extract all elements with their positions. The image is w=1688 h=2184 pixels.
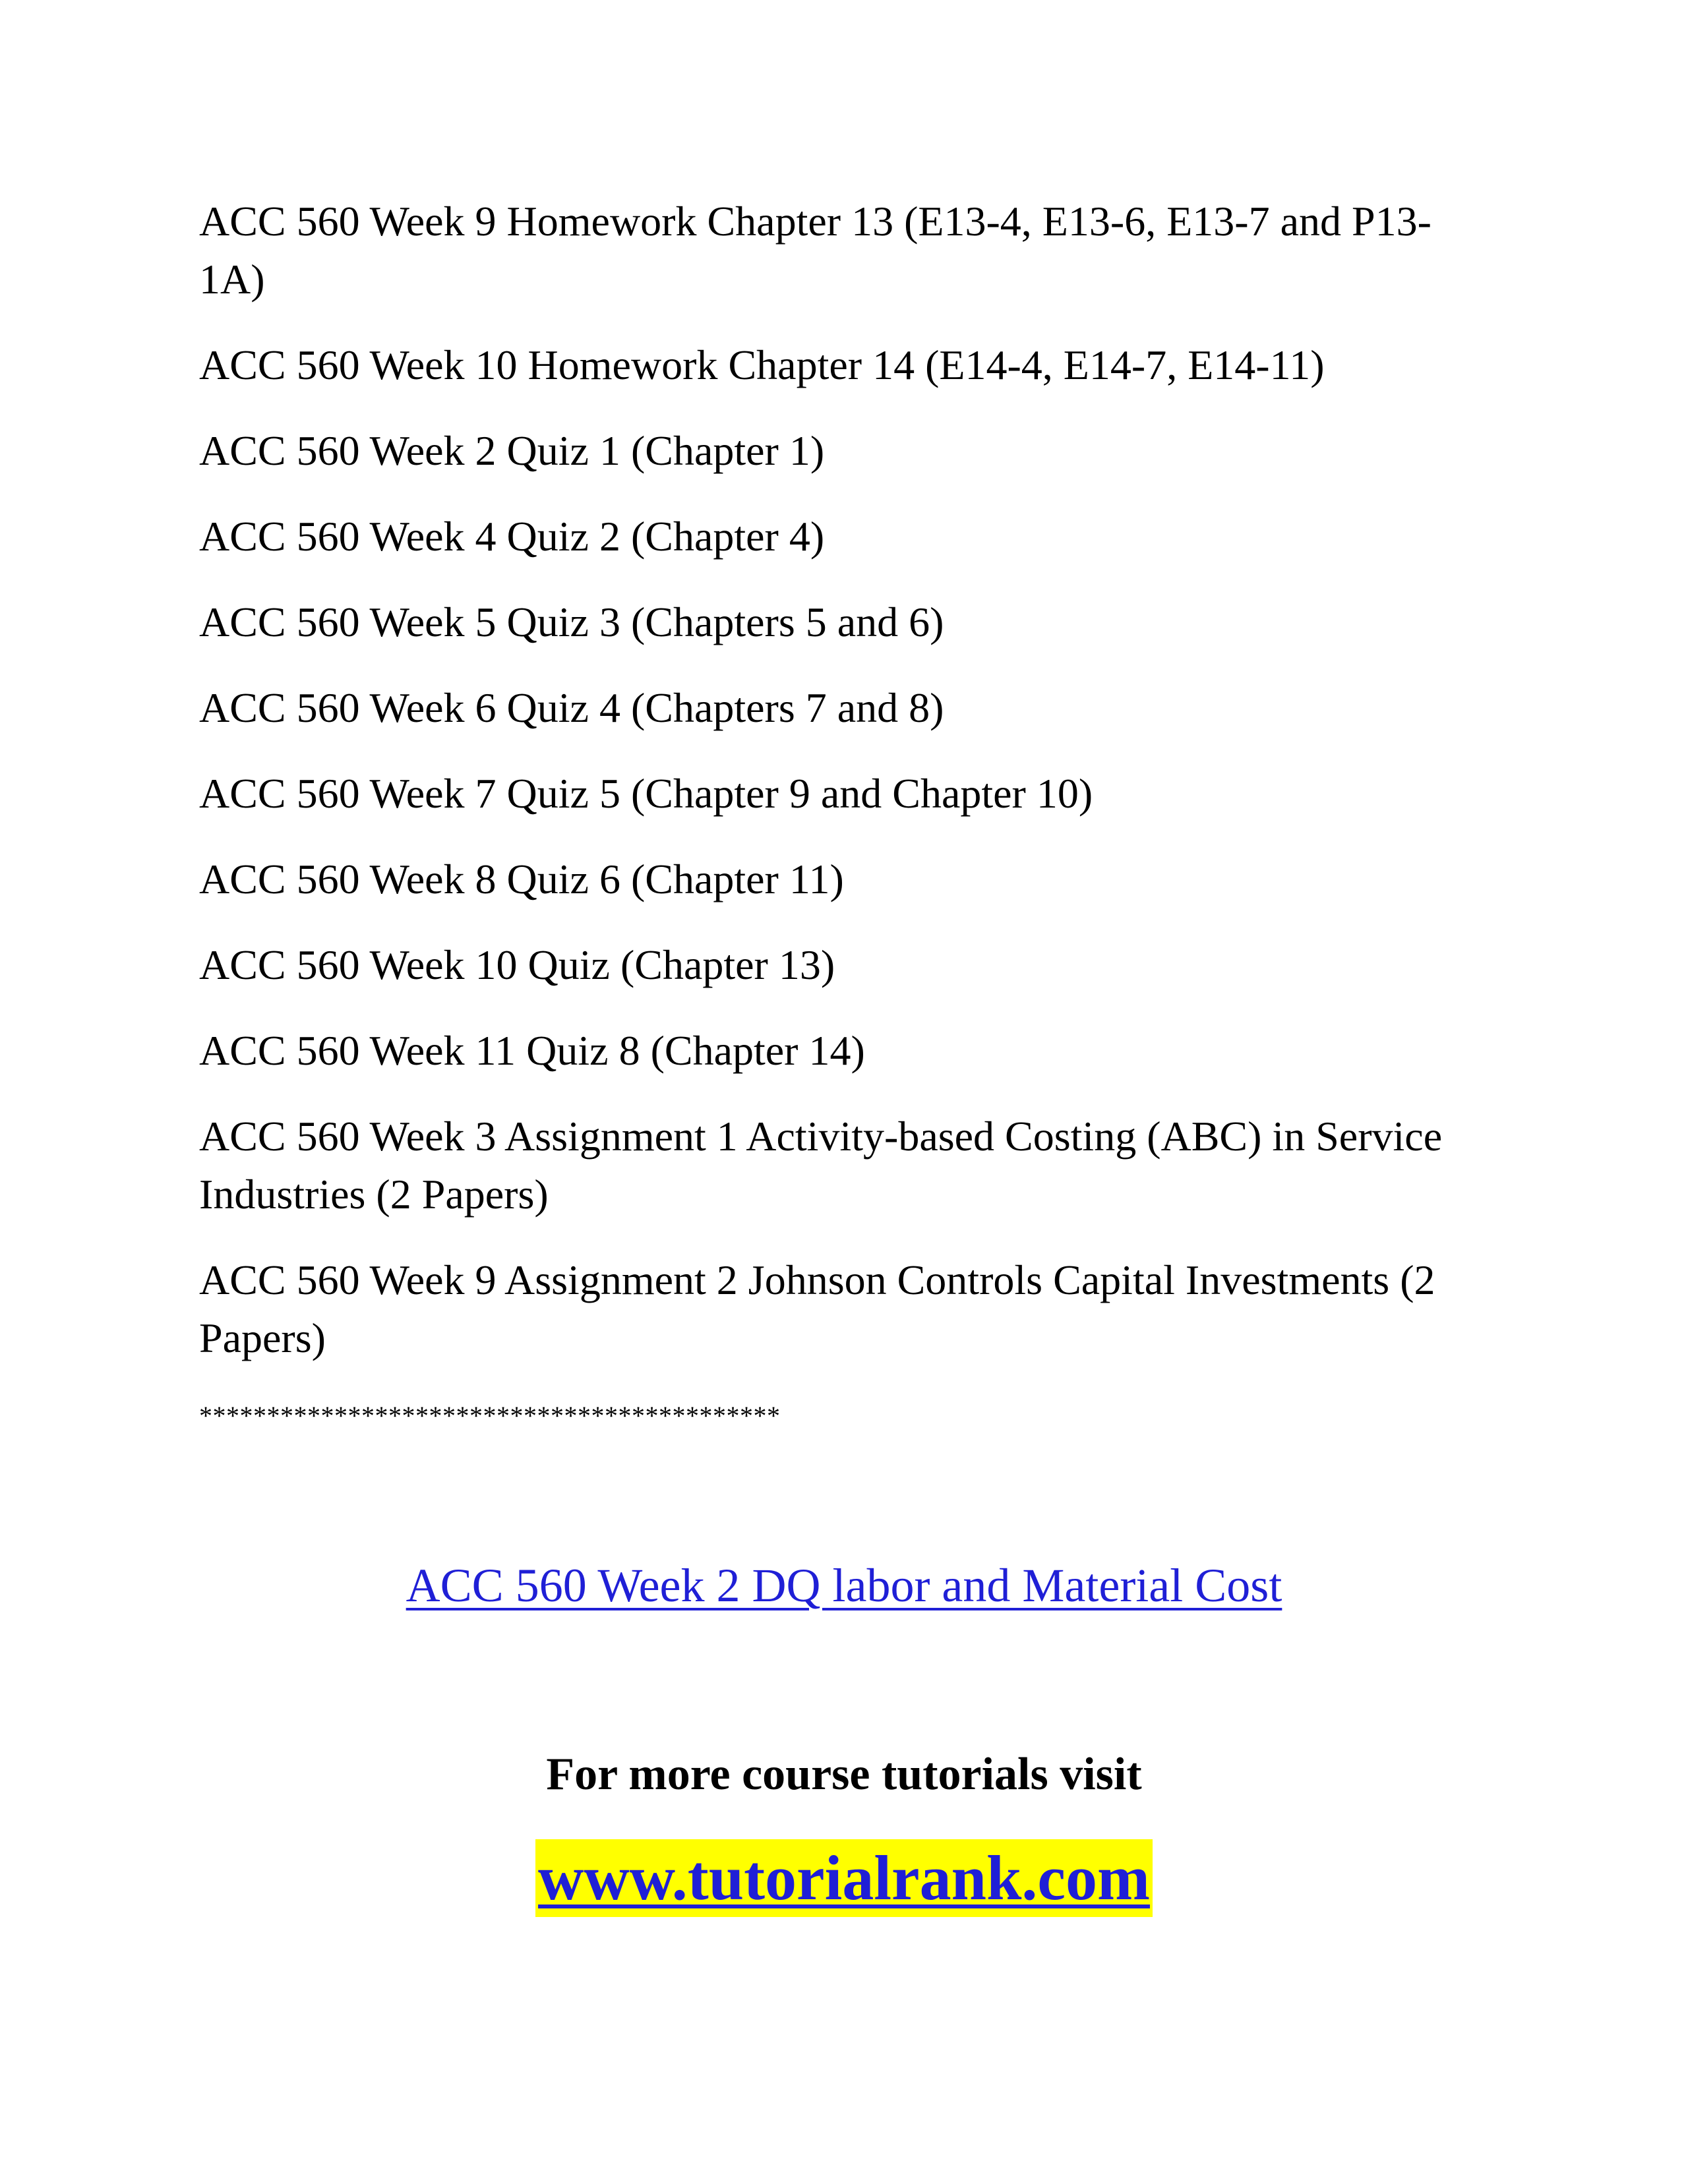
list-item: ACC 560 Week 5 Quiz 3 (Chapters 5 and 6) <box>199 599 944 645</box>
list-item: ACC 560 Week 9 Homework Chapter 13 (E13-4, E13-6, E13-7 and P13-1A) <box>199 198 1432 303</box>
website-link[interactable]: www.tutorialrank.com <box>535 1839 1153 1917</box>
list-item: ACC 560 Week 10 Quiz (Chapter 13) <box>199 941 835 988</box>
site-link-container <box>0 1839 1688 1917</box>
list-item: ACC 560 Week 4 Quiz 2 (Chapter 4) <box>199 513 825 560</box>
list-item: ACC 560 Week 7 Quiz 5 (Chapter 9 and Chapter 10) <box>199 770 1093 817</box>
list-item: ACC 560 Week 11 Quiz 8 (Chapter 14) <box>199 1027 865 1074</box>
list-item: ACC 560 Week 10 Homework Chapter 14 (E14-4, E14-7, E14-11) <box>199 341 1325 388</box>
visit-prompt: For more course tutorials visit <box>546 1749 1142 1800</box>
list-item: ACC 560 Week 8 Quiz 6 (Chapter 11) <box>199 856 844 902</box>
list-item: ACC 560 Week 3 Assignment 1 Activity-based Costing (ABC) in Service Industries (2 Papers) <box>199 1113 1443 1218</box>
list-item: ACC 560 Week 6 Quiz 4 (Chapters 7 and 8) <box>199 684 944 731</box>
list-item: ACC 560 Week 2 Quiz 1 (Chapter 1) <box>199 427 825 474</box>
list-item: ACC 560 Week 9 Assignment 2 Johnson Controls Capital Investments (2 Papers) <box>199 1256 1435 1361</box>
dq-link[interactable]: ACC 560 Week 2 DQ labor and Material Cost <box>406 1559 1282 1612</box>
course-item-list <box>199 192 1492 1395</box>
separator-line: ******************************************* <box>199 1401 781 1431</box>
